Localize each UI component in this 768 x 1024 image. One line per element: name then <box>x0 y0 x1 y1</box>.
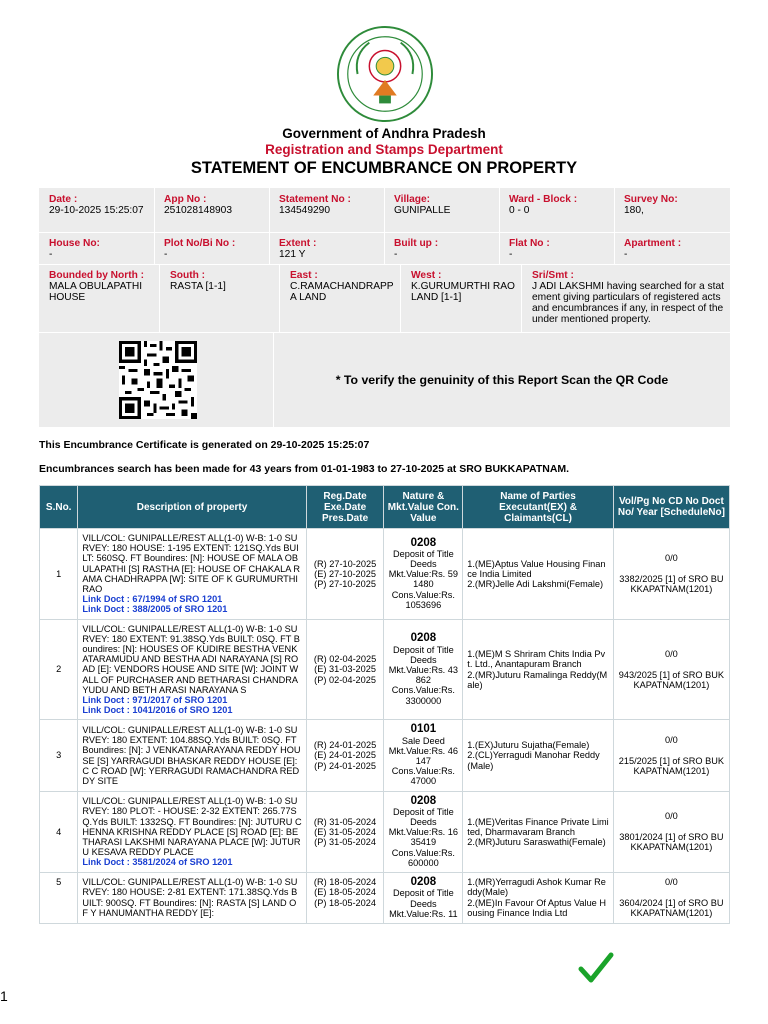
market-value: Mkt.Value:Rs. 46147 <box>388 745 458 767</box>
row-vol <box>613 873 729 924</box>
reg-date: (R) 27-10-2025 <box>313 558 377 569</box>
party-1: 1.(ME)M S Shriram Chits India Pvt. Ltd., Anantapuram Branch <box>467 649 606 670</box>
pres-date: (P) 24-01-2025 <box>314 760 376 771</box>
plot-no-cell <box>164 238 264 260</box>
row-dates <box>306 619 384 720</box>
nature-text: Deposit of Title Deeds <box>392 888 454 909</box>
party-1: 1.(MR)Yerragudi Ashok Kumar Reddy(Male) <box>467 877 606 898</box>
table-row <box>40 791 730 872</box>
party-1: 1.(ME)Aptus Value Housing Finance India Limited <box>467 558 606 579</box>
nature-text: Deposit of Title Deeds <box>392 548 454 569</box>
exe-date: (E) 27-10-2025 <box>314 568 376 579</box>
document-number: 943/2025 [1] of SRO BUKKAPATNAM(1201) <box>618 669 724 690</box>
col-header-parties: Name of Parties Executant(EX) & Claimants(CL) <box>463 486 614 529</box>
row-sno: 5 <box>40 873 78 924</box>
house-no-value: - <box>49 249 53 260</box>
app-no-cell <box>164 194 264 216</box>
east-boundary-cell <box>290 270 394 303</box>
party-2: 2.(CL)Yerragudi Manohar Reddy(Male) <box>467 750 600 771</box>
extent-cell <box>279 238 379 260</box>
nature-text: Deposit of Title Deeds <box>392 644 454 665</box>
department-name: Registration and Stamps Department <box>265 142 503 157</box>
village-label: Village: <box>394 194 431 205</box>
built-up-label: Built up : <box>394 238 439 249</box>
south-value: RASTA [1-1] <box>170 281 226 292</box>
row-dates <box>306 720 384 791</box>
village-value: GUNIPALLE <box>394 205 451 216</box>
qr-verify-note: * To verify the genuinity of this Report Scan the QR Code <box>335 372 669 387</box>
nature-code: 0208 <box>410 876 437 889</box>
generated-timestamp: This Encumbrance Certificate is generated on 29-10-2025 15:25:07 <box>39 439 370 451</box>
row-dates <box>306 873 384 924</box>
app-no-label: App No : <box>164 194 207 205</box>
col-header-nature: Nature & Mkt.Value Con. Value <box>384 486 463 529</box>
date-value: 29-10-2025 15:25:07 <box>49 205 144 216</box>
consideration-value: Cons.Value:Rs. 1053696 <box>391 589 455 610</box>
statement-no-label: Statement No : <box>279 194 351 205</box>
consideration-value: Cons.Value:Rs. 47000 <box>391 766 455 787</box>
sri-smt-label: Sri/Smt : <box>532 270 574 281</box>
row-description <box>78 720 306 791</box>
page-bottom-margin <box>0 948 768 1024</box>
market-value: Mkt.Value:Rs. 1635419 <box>388 827 458 848</box>
south-boundary-cell <box>170 270 274 292</box>
government-name: Government of Andhra Pradesh <box>282 126 486 141</box>
nature-text: Sale Deed <box>401 735 445 746</box>
house-no-cell <box>49 238 149 260</box>
nature-code: 0208 <box>410 536 437 549</box>
ward-block-label: Ward - Block : <box>509 194 578 205</box>
row-nature <box>384 529 463 620</box>
extent-label: Extent : <box>279 238 317 249</box>
north-value: MALA OBULAPATHI HOUSE <box>49 281 143 303</box>
statement-no-cell <box>279 194 379 216</box>
party-2: 2.(MR)Juturu Ramalinga Reddy(Male) <box>467 669 608 690</box>
party-2: 2.(ME)In Favour Of Aptus Value Housing Finance India Ltd <box>467 897 606 918</box>
market-value: Mkt.Value:Rs. 591480 <box>388 569 458 590</box>
east-value: C.RAMACHANDRAPPA LAND <box>290 281 394 303</box>
row-vol <box>613 619 729 720</box>
pres-date: (P) 31-05-2024 <box>314 836 376 847</box>
flat-no-label: Flat No : <box>509 238 550 249</box>
reg-date: (R) 02-04-2025 <box>313 654 377 665</box>
party-2: 2.(MR)Jelle Adi Lakshmi(Female) <box>467 578 604 589</box>
row-description <box>78 619 306 720</box>
document-number: 3382/2025 [1] of SRO BUKKAPATNAM(1201) <box>619 573 724 595</box>
description-text: VILL/COL: GUNIPALLE/REST ALL(1-0) W-B: 1-0 SURVEY: 180 HOUSE: 2-81 EXTENT: 171.38SQ.Yds BUILT: 900SQ. FT Boundires: [N]: RASTA [S] LAND OF Y HANUMANTHA REDDY [E]: <box>82 877 298 918</box>
party-1: 1.(EX)Juturu Sujatha(Female) <box>467 740 590 751</box>
flat-no-value: - <box>509 249 513 260</box>
plot-no-label: Plot No/Bi No : <box>164 238 236 249</box>
row-sno: 1 <box>40 529 78 620</box>
link-document[interactable]: Link Doct : 971/2017 of SRO 1201 <box>82 695 228 706</box>
extent-value: 121 Y <box>279 249 306 260</box>
col-header-description: Description of property <box>78 486 306 529</box>
flat-no-cell <box>509 238 609 260</box>
market-value: Mkt.Value:Rs. 43862 <box>388 664 458 686</box>
row-parties <box>463 720 614 791</box>
east-label: East : <box>290 270 318 281</box>
nature-code: 0208 <box>410 632 437 645</box>
west-label: West : <box>411 270 442 281</box>
pres-date: (P) 02-04-2025 <box>314 674 376 685</box>
sri-smt-cell <box>532 270 724 325</box>
house-no-label: House No: <box>49 238 100 249</box>
party-1: 1.(ME)Veritas Finance Private Limited, Dharmavaram Branch <box>467 816 609 837</box>
vol-page: 0/0 <box>665 735 678 746</box>
row-sno: 2 <box>40 619 78 720</box>
nature-code: 0208 <box>410 794 437 807</box>
west-value: K.GURUMURTHI RAO LAND [1-1] <box>411 281 515 303</box>
row-description <box>78 873 306 924</box>
apartment-value: - <box>624 249 628 260</box>
party-2: 2.(MR)Juturu Saraswathi(Female) <box>467 836 606 847</box>
consideration-value: Cons.Value:Rs. 3300000 <box>391 685 455 706</box>
ward-block-value: 0 - 0 <box>509 205 530 216</box>
consideration-value: Cons.Value:Rs. 600000 <box>391 847 455 868</box>
row-parties <box>463 529 614 620</box>
table-row <box>40 873 730 924</box>
link-document[interactable]: Link Doct : 388/2005 of SRO 1201 <box>82 604 228 615</box>
row-parties <box>463 873 614 924</box>
document-number: 3801/2024 [1] of SRO BUKKAPATNAM(1201) <box>619 831 724 853</box>
pres-date: (P) 27-10-2025 <box>314 578 376 589</box>
north-label: Bounded by North : <box>49 270 145 281</box>
table-row <box>40 619 730 720</box>
link-document[interactable]: Link Doct : 3581/2024 of SRO 1201 <box>82 857 233 868</box>
built-up-cell <box>394 238 494 260</box>
vol-page: 0/0 <box>665 553 678 564</box>
sri-smt-value: J ADI LAKSHMI having searched for a statement giving particulars of registered acts and encumbrances if any, in respect of the under mentioned property. <box>532 281 724 325</box>
date-cell <box>49 194 149 216</box>
west-boundary-cell <box>411 270 515 303</box>
green-check-icon <box>578 950 614 986</box>
row-nature <box>384 619 463 720</box>
row-dates <box>306 791 384 872</box>
row-vol <box>613 720 729 791</box>
search-period-note: Encumbrances search has been made for 43 years from 01-01-1983 to 27-10-2025 at SRO BUKKAPATNAM. <box>39 463 570 475</box>
col-header-vol: Vol/Pg No CD No Doct No/ Year [ScheduleNo] <box>613 486 729 529</box>
date-label: Date : <box>49 194 78 205</box>
vol-page: 0/0 <box>665 877 678 888</box>
table-row <box>40 529 730 620</box>
row-parties <box>463 791 614 872</box>
document-number: 215/2025 [1] of SRO BUKKAPATNAM(1201) <box>618 755 724 776</box>
row-sno: 4 <box>40 791 78 872</box>
row-dates <box>306 529 384 620</box>
description-text: VILL/COL: GUNIPALLE/REST ALL(1-0) W-B: 1-0 SURVEY: 180 HOUSE: 1-195 EXTENT: 121SQ.Yds BUILT: 560SQ. FT Boundires: [N]: HOUSE OF MALA OBULAPATHI [S] RASTHA [E]: HOUSE OF CHAKALA RAMA CHADHRAPPA [W]: SITE OF K GURUMURTHI RAO <box>82 533 301 595</box>
app-no-value: 251028148903 <box>164 205 232 216</box>
document-number: 3604/2024 [1] of SRO BUKKAPATNAM(1201) <box>619 897 724 918</box>
link-document[interactable]: Link Doct : 67/1994 of SRO 1201 <box>82 594 223 605</box>
apartment-cell <box>624 238 724 260</box>
row-parties <box>463 619 614 720</box>
reg-date: (R) 31-05-2024 <box>313 816 377 827</box>
row-description <box>78 529 306 620</box>
qr-panel <box>40 333 272 426</box>
col-header-sno: S.No. <box>40 486 78 529</box>
row-nature <box>384 720 463 791</box>
table-header-row <box>40 486 730 529</box>
col-header-dates: Reg.Date Exe.Date Pres.Date <box>306 486 384 529</box>
row-vol <box>613 529 729 620</box>
south-label: South : <box>170 270 206 281</box>
row-nature <box>384 791 463 872</box>
plot-no-value: - <box>164 249 168 260</box>
survey-no-value: 180, <box>624 205 644 216</box>
vol-page: 0/0 <box>665 649 678 660</box>
qr-code-icon[interactable] <box>119 341 197 419</box>
reg-date: (R) 24-01-2025 <box>313 740 377 751</box>
table-row <box>40 720 730 791</box>
vol-page: 0/0 <box>665 811 678 822</box>
exe-date: (E) 24-01-2025 <box>314 750 376 761</box>
encumbrance-table <box>39 485 730 924</box>
nature-text: Deposit of Title Deeds <box>392 806 454 828</box>
exe-date: (E) 31-05-2024 <box>314 826 376 837</box>
description-text: VILL/COL: GUNIPALLE/REST ALL(1-0) W-B: 1-0 SURVEY: 180 PLOT: - HOUSE: 2-32 EXTENT: 265.77SQ.Yds BUILT: 1332SQ. FT Boundires: [N]: JUTURU CHENNA KRISHNA REDDY PLACE [S] ROAD [E]: BETHARASI LAKSHMI NARAYANA PLACE [W]: JUTURU KESAVA REDDY PLACE <box>82 796 302 858</box>
ward-block-cell <box>509 194 609 216</box>
reg-date: (R) 18-05-2024 <box>313 877 377 888</box>
row-description <box>78 791 306 872</box>
survey-no-label: Survey No: <box>624 194 678 205</box>
row-nature <box>384 873 463 924</box>
north-boundary-cell <box>49 270 153 303</box>
survey-no-cell <box>624 194 724 216</box>
document-title: STATEMENT OF ENCUMBRANCE ON PROPERTY <box>190 159 578 177</box>
link-document[interactable]: Link Doct : 1041/2016 of SRO 1201 <box>82 705 233 716</box>
row-sno: 3 <box>40 720 78 791</box>
exe-date: (E) 18-05-2024 <box>314 887 376 898</box>
pres-date: (P) 18-05-2024 <box>314 897 376 908</box>
row-vol <box>613 791 729 872</box>
market-value: Mkt.Value:Rs. 11 <box>389 908 458 919</box>
statement-no-value: 134549290 <box>279 205 330 216</box>
description-text: VILL/COL: GUNIPALLE/REST ALL(1-0) W-B: 1-0 SURVEY: 180 EXTENT: 91.38SQ.Yds BUILT: 0SQ. FT Boundires: [N]: HOUSES OF KUDIRE BESTHA VENKATARAMUDU AND BESTHA ADI NARAYANA [S] ROAD [E]: VENDORS HOUSE AND SITE [W]: JOINT WALL OF PURCHASER AND BETHARASI CHANDRAYUDU AND BETH ARASI NARAYANA S <box>82 623 300 695</box>
village-cell <box>394 194 494 216</box>
page-number: 1 <box>0 988 8 1004</box>
nature-code: 0101 <box>410 723 437 736</box>
built-up-value: - <box>394 249 398 260</box>
exe-date: (E) 31-03-2025 <box>314 664 376 675</box>
state-emblem-icon <box>336 25 434 123</box>
description-text: VILL/COL: GUNIPALLE/REST ALL(1-0) W-B: 1-0 SURVEY: 180 EXTENT: 104.88SQ.Yds BUILT: 0SQ. FT Boundires: [N]: J VENKATANARAYANA REDDY HOUSE [S] YARRAGUDI BHASKAR REDDY HOUSE [E]: C C ROAD [W]: YERRAGUDI RAMACHANDRA REDDY SITE <box>82 724 301 786</box>
apartment-label: Apartment : <box>624 238 682 249</box>
